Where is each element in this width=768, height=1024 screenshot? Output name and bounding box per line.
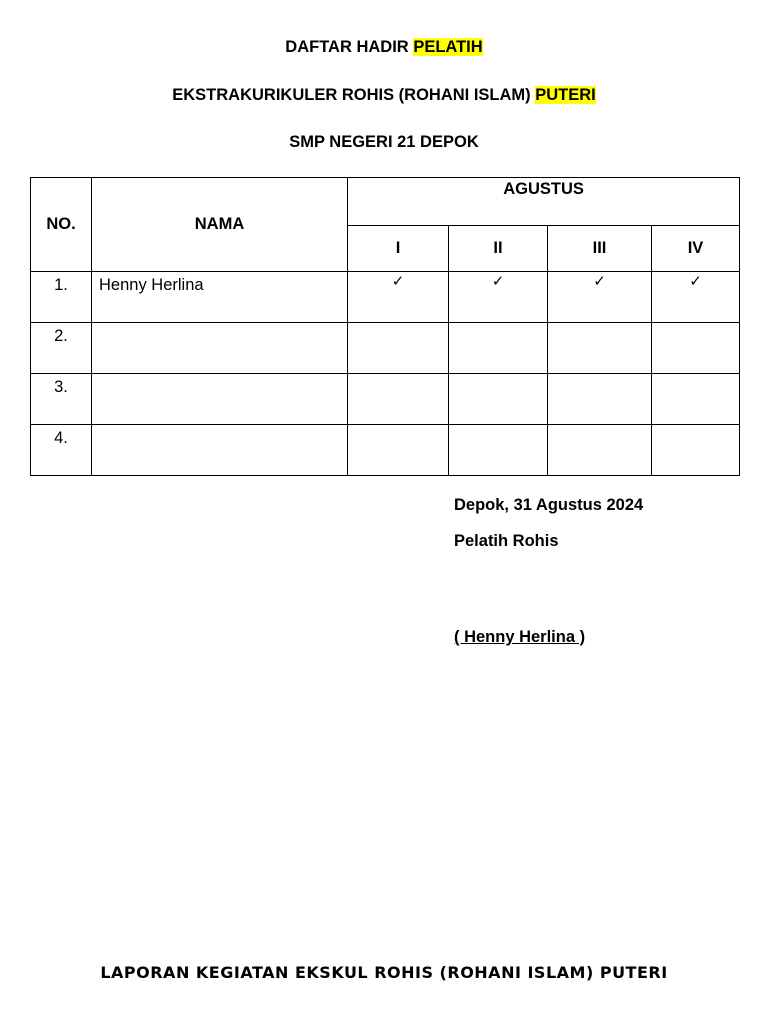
row-number: 1. [31,272,92,323]
header-no: NO. [31,178,92,272]
attendance-table [30,177,740,476]
row-name [92,425,348,476]
header-week-1: I [348,226,449,272]
check-cell [652,323,740,374]
signature-place-date: Depok, 31 Agustus 2024 [454,496,644,514]
check-icon: ✓ [449,272,548,323]
subtitle-text: EKSTRAKURIKULER ROHIS (ROHANI ISLAM) [172,86,536,104]
table-row [31,323,740,374]
check-cell [449,374,548,425]
row-number: 3. [31,374,92,425]
row-name [92,323,348,374]
document-subtitle [0,86,768,105]
title-highlight: PELATIH [413,38,483,56]
check-cell [548,425,652,476]
check-cell [348,323,449,374]
check-cell [348,425,449,476]
header-week-2: II [449,226,548,272]
header-week-3: III [548,226,652,272]
header-week-4: IV [652,226,740,272]
header-month: AGUSTUS [348,178,740,226]
check-cell [652,425,740,476]
check-icon: ✓ [652,272,740,323]
row-number: 4. [31,425,92,476]
signature-role: Pelatih Rohis [454,532,559,550]
check-cell [449,425,548,476]
check-icon: ✓ [548,272,652,323]
row-number: 2. [31,323,92,374]
table-row [31,374,740,425]
check-cell [548,323,652,374]
signature-name: ( Henny Herlina ) [454,628,586,646]
header-nama: NAMA [92,178,348,272]
footer-title: LAPORAN KEGIATAN EKSKUL ROHIS (ROHANI ISLAM) PUTERI [100,963,668,982]
document-title [0,38,768,57]
check-cell [548,374,652,425]
check-icon: ✓ [348,272,449,323]
row-name: Henny Herlina [92,272,348,323]
table-row [31,272,740,323]
school-name: SMP NEGERI 21 DEPOK [289,133,479,151]
table-row [31,425,740,476]
check-cell [348,374,449,425]
subtitle-highlight: PUTERI [535,86,596,104]
check-cell [652,374,740,425]
row-name [92,374,348,425]
title-text: DAFTAR HADIR [285,38,414,56]
check-cell [449,323,548,374]
